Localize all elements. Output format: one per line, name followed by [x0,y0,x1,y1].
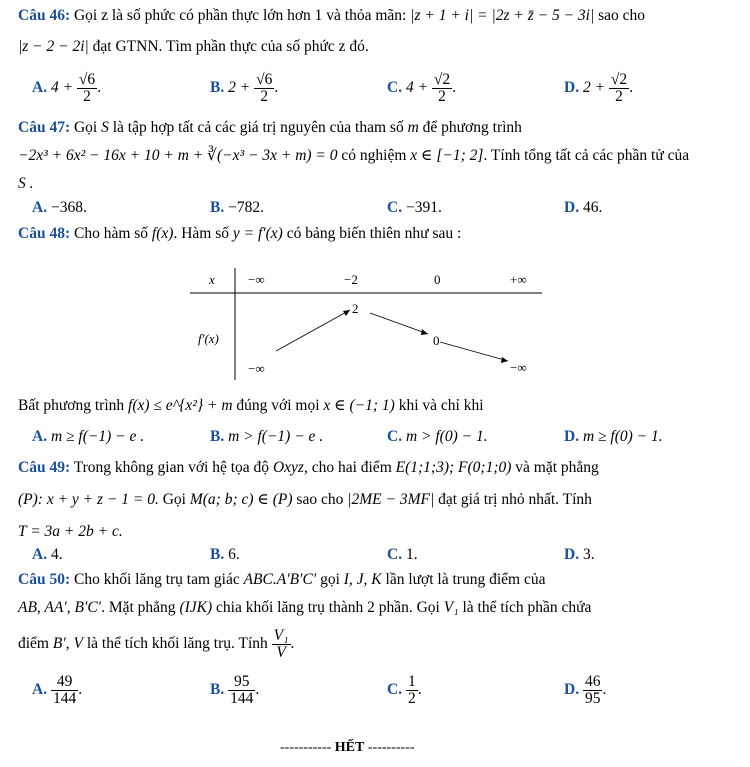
q46-option-b[interactable]: B. 2 + $\frac{√6}{2}$ . [210,70,279,105]
q50-line1: Câu 50: Cho khối lăng trụ tam giác ABC.A′B′C′ gọi I, J, K lần lượt là trung điểm của [18,571,546,588]
q48-option-c[interactable]: C. m > f(0) − 1. [387,428,488,445]
q46-option-d[interactable]: D. 2 + $\frac{√2}{2}$ . [564,70,634,105]
q47-option-a[interactable]: A. −368. [32,199,87,216]
q50-option-c[interactable]: C. $\frac{1}{2}$ . [387,672,422,707]
q48-option-b[interactable]: B. m > f(−1) − e . [210,428,324,445]
table-fprime-label: f′(x) [198,331,219,346]
q50-option-b-frac: $\frac{95}{144}$ [230,672,254,707]
q49-line2: (P): x + y + z − 1 = 0. Gọi M(a; b; c) ∈ (P) sao cho |2ME − 3MF| đạt giá trị nhỏ nhất. Tính [18,491,592,508]
q46-modulus: |z − 2 − 2i| [18,38,89,55]
q47-option-d[interactable]: D. 46. [564,199,603,216]
table-x-value: 0 [434,272,441,287]
q50-option-d-frac: $\frac{46}{95}$ [584,672,601,707]
q47-label: Câu 47: [18,119,71,136]
q50-option-b[interactable]: B. $\frac{95}{144}$ . [210,672,260,707]
q50-label: Câu 50: [18,571,71,588]
q49-line3: T = 3a + 2b + c. [18,523,123,540]
table-x-value: −2 [344,272,358,287]
table-x-label: x [209,272,215,287]
q46-text: Gọi z là số phức có phần thực lớn hơn 1 và thỏa mãn: [73,7,407,24]
q50-option-c-frac: $\frac{1}{2}$ [407,672,416,707]
q48-option-a[interactable]: A. m ≥ f(−1) − e . [32,428,145,445]
q48-line1: Câu 48: Cho hàm số f(x). Hàm số y = f′(x) có bảng biến thiên như sau : [18,225,462,242]
table-x-value: +∞ [510,272,527,287]
table-value: 0 [433,333,440,348]
variation-table-lines [190,266,542,382]
table-value: −∞ [510,360,527,375]
q46-line2 [18,37,369,57]
q47-option-c[interactable]: C. −391. [387,199,442,216]
q47-line3: S . [18,175,34,192]
q46-option-c[interactable]: C. 4 + $\frac{√2}{2}$ . [387,70,457,105]
footer [280,738,415,758]
q49-vector-modulus: |2ME − 3MF| [347,491,435,508]
q46-option-d-frac: $\frac{√2}{2}$ [610,70,628,105]
footer-dashes-left: ----------- [280,740,332,755]
table-value: 2 [352,301,359,316]
q47-equation: −2x³ + 6x² − 16x + 10 + m + ∛(−x³ − 3x + m) = 0 [18,147,338,164]
variation-table [190,266,542,382]
q50-option-a-frac: $\frac{49}{144}$ [52,672,77,707]
q46-line1 [18,6,645,26]
q47-line2: −2x³ + 6x² − 16x + 10 + m + ∛(−x³ − 3x + m) = 0 có nghiệm x ∈ [−1; 2]. Tính tổng tất cả các phần tử của [18,147,690,164]
q46-label: Câu 46: [18,7,71,24]
q46-option-c-frac: $\frac{√2}{2}$ [433,70,451,105]
q50-option-d[interactable]: D. $\frac{46}{95}$ . [564,672,607,707]
q49-option-b[interactable]: B. 6. [210,546,240,563]
q46-option-b-frac: $\frac{√6}{2}$ [256,70,273,105]
table-x-value: −∞ [248,272,265,287]
q48-inequality: f(x) ≤ e^{x²} + m [128,397,233,414]
q46-option-a[interactable]: A. 4 + $\frac{√6}{2}$ . [32,70,102,105]
q49-option-c[interactable]: C. 1. [387,546,418,563]
q46-option-a-frac: $\frac{√6}{2}$ [78,70,96,105]
q46-tail: sao cho [598,7,646,24]
q48-label: Câu 48: [18,225,71,242]
q50-ratio-frac: $\frac{\text{V₁}}{V}$ [273,626,289,661]
footer-dashes-right: ---------- [367,740,415,755]
q47-option-b[interactable]: B. −782. [210,199,264,216]
footer-end-text: HẾT [334,740,365,755]
q48-option-d[interactable]: D. m ≥ f(0) − 1. [564,428,663,445]
q46-equation: |z + 1 + i| = |2z + z̄ − 5 − 3i| [410,7,595,24]
q50-line3: điểm B′, V là thể tích khối lăng trụ. Tính $\frac{\text{V₁}}{V}$ . [18,626,295,661]
table-value: −∞ [248,361,265,376]
q49-line1: Câu 49: Trong không gian với hệ tọa độ Oxyz, cho hai điểm E(1;1;3); F(0;1;0) và mặt phẳng [18,459,599,476]
q47-condition: x ∈ [−1; 2] [410,147,484,164]
q48-line2: Bất phương trình f(x) ≤ e^{x²} + m đúng với mọi x ∈ (−1; 1) khi và chỉ khi [18,397,484,414]
q46-text2: đạt GTNN. Tìm phần thực của số phức z đó. [92,38,369,55]
q47-line1: Câu 47: Gọi S là tập hợp tất cả các giá trị nguyên của tham số m để phương trình [18,119,522,136]
q50-line2: AB, AA′, B′C′. Mặt phẳng (IJK) chia khối lăng trụ thành 2 phần. Gọi V₁ là thể tích phần chứa [18,599,592,616]
q49-option-a[interactable]: A. 4. [32,546,63,563]
q49-label: Câu 49: [18,459,71,476]
q50-option-a[interactable]: A. $\frac{49}{144}$ . [32,672,83,707]
q49-option-d[interactable]: D. 3. [564,546,595,563]
